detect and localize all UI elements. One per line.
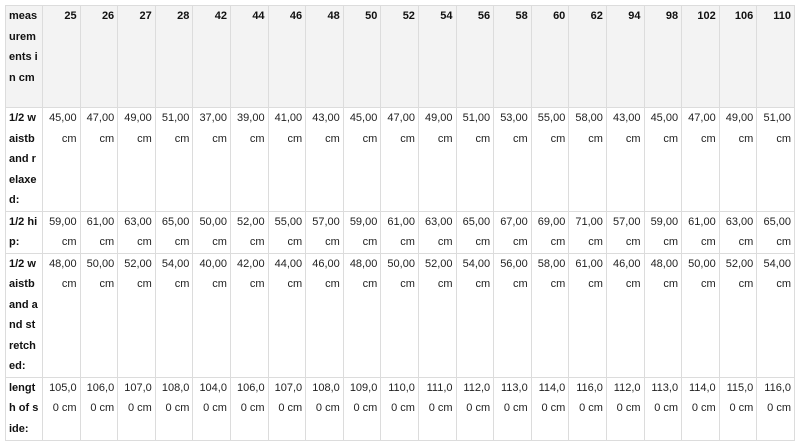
table-row <box>6 108 795 212</box>
row-label: 1/2 waistband and stretched: <box>6 253 43 377</box>
table-cell: 49,00 cm <box>719 108 757 212</box>
table-cell: 61,00 cm <box>682 211 720 253</box>
table-cell: 105,00 cm <box>43 377 81 440</box>
table-cell: 65,00 cm <box>757 211 795 253</box>
table-cell: 45,00 cm <box>644 108 682 212</box>
table-cell: 106,00 cm <box>230 377 268 440</box>
size-header-102: 102 <box>682 6 720 108</box>
table-cell: 43,00 cm <box>606 108 644 212</box>
size-header-42: 42 <box>193 6 231 108</box>
table-cell: 50,00 cm <box>381 253 419 377</box>
table-cell: 48,00 cm <box>43 253 81 377</box>
size-header-25: 25 <box>43 6 81 108</box>
row-label: length of side: <box>6 377 43 440</box>
table-cell: 39,00 cm <box>230 108 268 212</box>
table-cell: 61,00 cm <box>569 253 607 377</box>
table-cell: 61,00 cm <box>381 211 419 253</box>
table-cell: 59,00 cm <box>644 211 682 253</box>
table-cell: 54,00 cm <box>757 253 795 377</box>
size-header-60: 60 <box>531 6 569 108</box>
table-cell: 111,00 cm <box>418 377 456 440</box>
table-cell: 113,00 cm <box>644 377 682 440</box>
table-cell: 112,00 cm <box>606 377 644 440</box>
table-cell: 107,00 cm <box>268 377 306 440</box>
table-cell: 50,00 cm <box>682 253 720 377</box>
table-cell: 69,00 cm <box>531 211 569 253</box>
size-header-50: 50 <box>343 6 381 108</box>
table-cell: 65,00 cm <box>456 211 494 253</box>
size-header-106: 106 <box>719 6 757 108</box>
table-cell: 109,00 cm <box>343 377 381 440</box>
size-header-110: 110 <box>757 6 795 108</box>
table-cell: 55,00 cm <box>268 211 306 253</box>
table-cell: 113,00 cm <box>494 377 532 440</box>
size-header-44: 44 <box>230 6 268 108</box>
table-row <box>6 377 795 440</box>
size-header-98: 98 <box>644 6 682 108</box>
table-cell: 57,00 cm <box>606 211 644 253</box>
table-cell: 59,00 cm <box>43 211 81 253</box>
size-header-56: 56 <box>456 6 494 108</box>
table-cell: 57,00 cm <box>306 211 344 253</box>
corner-label: measurements in cm <box>6 6 43 108</box>
table-cell: 41,00 cm <box>268 108 306 212</box>
table-cell: 45,00 cm <box>343 108 381 212</box>
table-cell: 54,00 cm <box>155 253 193 377</box>
table-cell: 48,00 cm <box>644 253 682 377</box>
table-cell: 107,00 cm <box>118 377 156 440</box>
table-cell: 52,00 cm <box>118 253 156 377</box>
table-cell: 63,00 cm <box>719 211 757 253</box>
table-cell: 49,00 cm <box>118 108 156 212</box>
table-cell: 45,00 cm <box>43 108 81 212</box>
size-header-48: 48 <box>306 6 344 108</box>
table-cell: 104,00 cm <box>193 377 231 440</box>
table-cell: 52,00 cm <box>418 253 456 377</box>
size-header-58: 58 <box>494 6 532 108</box>
table-cell: 42,00 cm <box>230 253 268 377</box>
table-cell: 67,00 cm <box>494 211 532 253</box>
table-row <box>6 211 795 253</box>
table-cell: 58,00 cm <box>531 253 569 377</box>
table-cell: 58,00 cm <box>569 108 607 212</box>
table-cell: 49,00 cm <box>418 108 456 212</box>
table-cell: 51,00 cm <box>757 108 795 212</box>
table-cell: 51,00 cm <box>155 108 193 212</box>
row-label: 1/2 waistband relaxed: <box>6 108 43 212</box>
table-cell: 46,00 cm <box>606 253 644 377</box>
table-cell: 54,00 cm <box>456 253 494 377</box>
table-cell: 116,00 cm <box>757 377 795 440</box>
size-header-52: 52 <box>381 6 419 108</box>
table-cell: 43,00 cm <box>306 108 344 212</box>
table-cell: 115,00 cm <box>719 377 757 440</box>
table-cell: 50,00 cm <box>80 253 118 377</box>
table-cell: 47,00 cm <box>682 108 720 212</box>
table-cell: 40,00 cm <box>193 253 231 377</box>
table-body <box>6 108 795 441</box>
table-cell: 106,00 cm <box>80 377 118 440</box>
size-header-46: 46 <box>268 6 306 108</box>
row-label: 1/2 hip: <box>6 211 43 253</box>
table-cell: 116,00 cm <box>569 377 607 440</box>
table-cell: 110,00 cm <box>381 377 419 440</box>
table-cell: 114,00 cm <box>531 377 569 440</box>
table-cell: 52,00 cm <box>719 253 757 377</box>
table-cell: 56,00 cm <box>494 253 532 377</box>
table-cell: 108,00 cm <box>155 377 193 440</box>
table-cell: 63,00 cm <box>118 211 156 253</box>
size-chart-table <box>5 5 795 441</box>
table-cell: 46,00 cm <box>306 253 344 377</box>
table-cell: 47,00 cm <box>381 108 419 212</box>
table-cell: 114,00 cm <box>682 377 720 440</box>
table-cell: 65,00 cm <box>155 211 193 253</box>
table-cell: 52,00 cm <box>230 211 268 253</box>
header-row <box>6 6 795 108</box>
size-header-26: 26 <box>80 6 118 108</box>
table-cell: 48,00 cm <box>343 253 381 377</box>
table-cell: 37,00 cm <box>193 108 231 212</box>
table-cell: 108,00 cm <box>306 377 344 440</box>
table-cell: 71,00 cm <box>569 211 607 253</box>
table-cell: 53,00 cm <box>494 108 532 212</box>
table-cell: 112,00 cm <box>456 377 494 440</box>
table-cell: 55,00 cm <box>531 108 569 212</box>
size-header-54: 54 <box>418 6 456 108</box>
table-row <box>6 253 795 377</box>
size-header-62: 62 <box>569 6 607 108</box>
table-cell: 61,00 cm <box>80 211 118 253</box>
table-cell: 59,00 cm <box>343 211 381 253</box>
table-cell: 44,00 cm <box>268 253 306 377</box>
size-header-27: 27 <box>118 6 156 108</box>
size-header-94: 94 <box>606 6 644 108</box>
size-header-28: 28 <box>155 6 193 108</box>
table-cell: 50,00 cm <box>193 211 231 253</box>
table-cell: 63,00 cm <box>418 211 456 253</box>
table-cell: 51,00 cm <box>456 108 494 212</box>
table-cell: 47,00 cm <box>80 108 118 212</box>
